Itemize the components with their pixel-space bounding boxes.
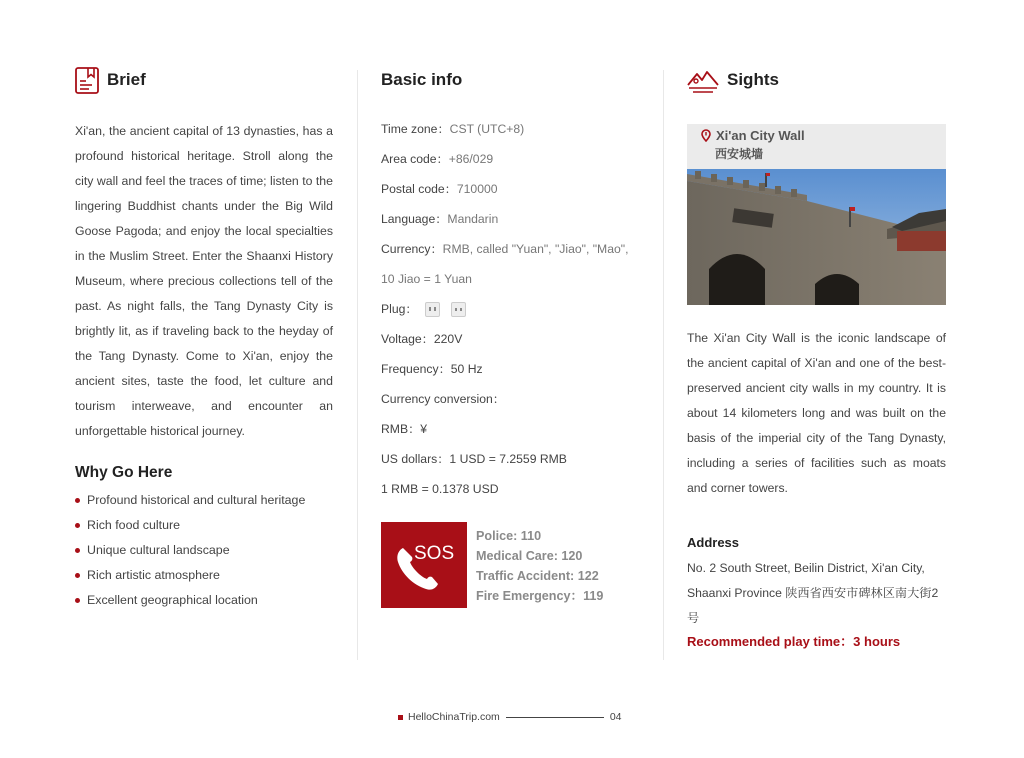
list-item: Unique cultural landscape [75, 538, 333, 563]
info-area-code: Area code：+86/029 [381, 152, 494, 166]
traffic-number: Traffic Accident: 122 [476, 569, 599, 583]
info-language: Language：Mandarin [381, 212, 499, 226]
list-item: Excellent geographical location [75, 588, 333, 613]
fire-number: Fire Emergency：119 [476, 589, 604, 603]
sos-badge [381, 522, 467, 608]
bullet-icon [75, 548, 80, 553]
square-bullet-icon [398, 715, 403, 720]
footer-site[interactable]: HelloChinaTrip.com [408, 711, 500, 723]
bullet-icon [75, 598, 80, 603]
sight-name-cn: 西安城墙 [715, 147, 764, 161]
info-currency-cont: 10 Jiao = 1 Yuan [381, 272, 472, 286]
info-currency: Currency：RMB, called "Yuan", "Jiao", "Mao", [381, 242, 629, 256]
column-divider [663, 70, 664, 660]
mountain-icon [687, 66, 719, 94]
document-icon [75, 66, 99, 94]
sights-column [687, 66, 946, 650]
phone-sos-icon [381, 522, 467, 608]
list-item: Rich food culture [75, 513, 333, 538]
plug-type-a-icon [425, 302, 440, 317]
bullet-icon [75, 573, 80, 578]
footer-rule [506, 717, 604, 718]
info-time-zone: Time zone：CST (UTC+8) [381, 122, 525, 136]
plug-type-c-icon [451, 302, 466, 317]
location-pin-icon [701, 129, 711, 142]
address-title: Address [687, 535, 740, 550]
city-wall-photo-drawing [687, 169, 946, 305]
footer [398, 710, 628, 724]
basic-info-column [381, 66, 643, 603]
brief-text: Xi'an, the ancient capital of 13 dynasties, has a profound historical heritage. Stroll along the city wall and feel the traces of time; listen to the lingering Buddhist chants under the Big Wild Goose Pagoda; and enjoy the local specialties in the Muslim Street. Enter the Shaanxi History Museum, where precious collections tell of the past. As night falls, the Tang Dynasty City is brightly lit, as if traveling back to the heyday of the Tang Dynasty. Come to Xi'an, enjoy the ancient sites, taste the food, let culture and tourism interweave, and encounter an unforgettable historical journey. [75, 124, 333, 438]
brief-column [75, 66, 333, 613]
sight-description: The Xi'an City Wall is the iconic landscape of the ancient capital of Xi'an and one of the best-preserved ancient city walls in my country. It is about 14 kilometers long and was built on the basis of the imperial city of the Tang Dynasty, including a series of facilities such as moats and corner towers. [687, 331, 946, 495]
recommended-time: Recommended play time：3 hours [687, 634, 901, 649]
address-text: No. 2 South Street, Beilin District, Xi'an City, Shaanxi Province 陕西省西安市碑林区南大街2号 [687, 561, 939, 625]
medical-number: Medical Care: 120 [476, 549, 583, 563]
list-item: Rich artistic atmosphere [75, 563, 333, 588]
page-number: 04 [609, 711, 622, 723]
sight-card [687, 124, 946, 305]
brief-heading [75, 66, 333, 94]
sight-name: Xi'an City Wall [701, 128, 946, 143]
info-frequency: Frequency：50 Hz [381, 362, 483, 376]
info-postal-code: Postal code：710000 [381, 182, 498, 196]
city-wall-photo [687, 169, 946, 305]
bullet-icon [75, 523, 80, 528]
sight-header [687, 124, 946, 169]
info-list [381, 114, 643, 504]
info-rmb: RMB：¥ [381, 422, 428, 436]
info-usd: US dollars：1 USD = 7.2559 RMB [381, 452, 567, 466]
column-divider [357, 70, 358, 660]
police-number: Police: 110 [476, 529, 542, 543]
basic-info-heading [381, 66, 643, 94]
info-voltage: Voltage：220V [381, 332, 463, 346]
info-plug: Plug： [381, 294, 643, 324]
sights-title: Sights [727, 70, 779, 89]
list-item: Profound historical and cultural heritage [75, 488, 333, 513]
bullet-icon [75, 498, 80, 503]
basic-info-title: Basic info [381, 70, 463, 89]
emergency-numbers [476, 526, 603, 606]
sos-label: SOS [414, 543, 455, 564]
brief-title: Brief [107, 70, 146, 89]
info-rmb-usd: 1 RMB = 0.1378 USD [381, 482, 499, 496]
sights-heading [687, 66, 946, 94]
why-go-title: Why Go Here [75, 464, 173, 481]
info-conversion: Currency conversion： [381, 392, 505, 406]
why-go-list [75, 488, 333, 613]
